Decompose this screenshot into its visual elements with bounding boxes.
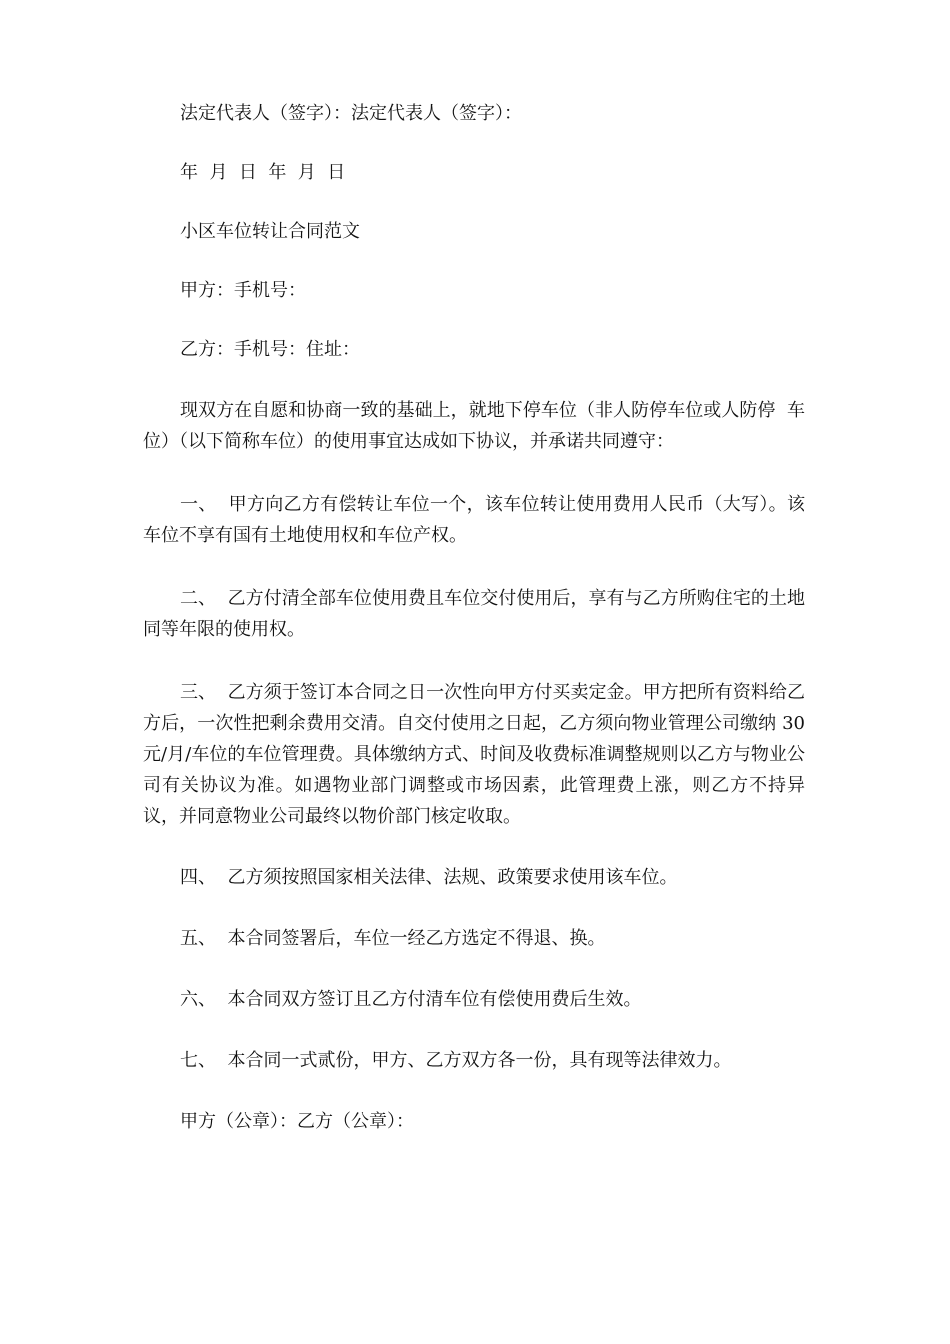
legal-rep-signature-line: 法定代表人（签字）：法定代表人（签字）： (180, 103, 522, 124)
document-body (143, 98, 811, 1137)
date-line: 年 月 日 年 月 日 (180, 162, 346, 183)
preamble-paragraph: 现双方在自愿和协商一致的基础上，就地下停车位（非人防停车位或人防停 车位）（以下简称车位）的使用事宜达成如下协议，并承诺共同遵守： (143, 400, 805, 452)
clause-four: 四、 乙方须按照国家相关法律、法规、政策要求使用该车位。 (180, 867, 678, 888)
clause-two: 二、 乙方付清全部车位使用费且车位交付使用后，享有与乙方所购住宅的土地同等年限的使用权。 (143, 588, 805, 640)
clause-three: 三、 乙方须于签订本合同之日一次性向甲方付买卖定金。甲方把所有资料给乙方后，一次性把剩余费用交清。自交付使用之日起，乙方须向物业管理公司缴纳 30 元/月/车位的车位管理费。具体缴纳方式、时间及收费标准调整规则以乙方与物业公司有关协议为准。如遇物业部门调整或市场因素，此管理费上涨，则乙方不持异议，并同意物业公司最终以物价部门核定收取。 (143, 682, 811, 827)
clause-one: 一、 甲方向乙方有偿转让车位一个，该车位转让使用费用人民币（大写）。该车位不享有国有土地使用权和车位产权。 (143, 494, 805, 546)
clause-five: 五、 本合同签署后，车位一经乙方选定不得退、换。 (180, 928, 606, 949)
company-seal-line: 甲方（公章）：乙方（公章）： (180, 1111, 414, 1132)
clause-seven: 七、 本合同一式贰份，甲方、乙方双方各一份，具有现等法律效力。 (180, 1050, 732, 1071)
clause-six: 六、 本合同双方签订且乙方付清车位有偿使用费后生效。 (180, 989, 642, 1010)
party-a-line: 甲方：手机号： (180, 280, 306, 301)
document-title: 小区车位转让合同范文 (180, 221, 360, 242)
party-b-line: 乙方：手机号：住址： (180, 339, 360, 360)
